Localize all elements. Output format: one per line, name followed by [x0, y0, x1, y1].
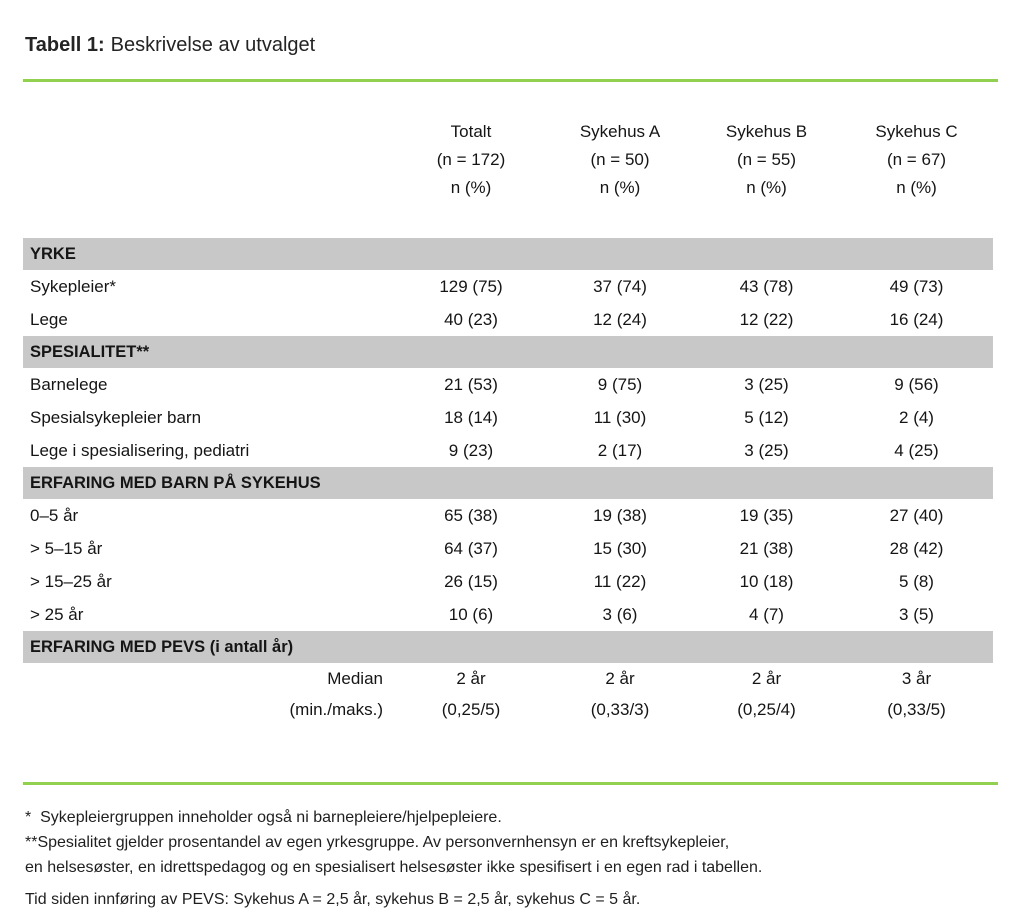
column-header-3: [840, 118, 993, 238]
table-row: [23, 598, 993, 631]
cell-value: 4 (25): [894, 440, 939, 460]
cell-value: (0,33/3): [590, 699, 650, 719]
cell-value: 2 år: [605, 668, 635, 688]
cell-value: 43 (78): [739, 276, 794, 296]
cell-value: 9 (75): [597, 374, 643, 394]
table-row: [23, 694, 993, 725]
row-label: Median: [327, 668, 383, 688]
cell-value: 21 (53): [444, 374, 498, 394]
cell-value: 129 (75): [439, 276, 503, 296]
cell-value: 26 (15): [444, 571, 498, 591]
table-row: [23, 565, 993, 598]
row-label: Spesialsykepleier barn: [30, 407, 202, 427]
table-body: [23, 238, 993, 725]
cell-value: 65 (38): [444, 505, 498, 525]
cell-value: 15 (30): [593, 538, 647, 558]
column-header-1: [547, 118, 693, 238]
column-header-title: Sykehus B: [725, 122, 808, 141]
header-row: [23, 118, 993, 238]
table-caption-number: Tabell 1:: [25, 34, 105, 56]
cell-value: (0,33/5): [887, 699, 946, 719]
row-label: Sykepleier*: [30, 276, 116, 296]
column-header-title: Sykehus A: [579, 122, 661, 141]
column-header-n: (n = 67): [886, 150, 947, 169]
section-header: YRKE: [23, 238, 993, 270]
column-header-2: [693, 118, 840, 238]
cell-value: 11 (30): [593, 407, 647, 427]
column-header-unit: n (%): [746, 178, 787, 197]
section-header: SPESIALITET**: [23, 336, 993, 368]
column-header-n: (n = 50): [590, 150, 650, 169]
cell-value: (0,25/4): [737, 699, 796, 719]
section-header-row: [23, 336, 993, 368]
cell-value: 12 (22): [739, 309, 794, 329]
column-header-n: (n = 172): [436, 150, 506, 169]
table-row: [23, 532, 993, 565]
cell-value: 9 (56): [894, 374, 939, 394]
table-row: [23, 401, 993, 434]
cell-value: 3 (25): [744, 440, 789, 460]
cell-value: 10 (6): [448, 604, 494, 624]
table-row: [23, 303, 993, 336]
bottom-divider: [23, 782, 998, 785]
cell-value: 11 (22): [593, 571, 647, 591]
section-header-row: [23, 631, 993, 663]
cell-value: 49 (73): [889, 276, 944, 296]
footnote-line: en helsesøster, en idrettspedagog og en spesialisert helsesøster ikke spesifisert i en egen rad i tabellen.: [25, 859, 763, 876]
cell-value: 40 (23): [444, 309, 498, 329]
cell-value: 64 (37): [444, 538, 498, 558]
cell-value: 9 (23): [448, 440, 494, 460]
column-header-unit: n (%): [896, 178, 937, 197]
column-header-0: [395, 118, 547, 238]
row-label: Barnelege: [30, 374, 108, 394]
footnote-line: **Spesialitet gjelder prosentandel av egen yrkesgruppe. Av personvernhensyn er en kreftsykepleier,: [25, 834, 730, 851]
header-empty-cell: [23, 118, 395, 238]
cell-value: 18 (14): [444, 407, 498, 427]
cell-value: 21 (38): [739, 538, 794, 558]
cell-value: 3 (25): [744, 374, 789, 394]
row-label: (min./maks.): [289, 699, 383, 719]
cell-value: 19 (38): [593, 505, 647, 525]
row-label: Lege: [30, 309, 68, 329]
section-header: ERFARING MED PEVS (i antall år): [23, 631, 993, 663]
table-row: [23, 270, 993, 303]
column-header-unit: n (%): [599, 178, 641, 197]
cell-value: 3 (5): [899, 604, 934, 624]
section-header-row: [23, 238, 993, 270]
cell-value: 19 (35): [739, 505, 794, 525]
column-header-title: Totalt: [450, 122, 492, 141]
row-label: 0–5 år: [30, 505, 79, 525]
cell-value: 10 (18): [739, 571, 794, 591]
cell-value: 3 år: [901, 668, 932, 688]
cell-value: 2 år: [456, 668, 486, 688]
cell-value: 5 (12): [744, 407, 789, 427]
column-header-title: Sykehus C: [875, 122, 958, 141]
cell-value: 16 (24): [889, 309, 944, 329]
footnote-line: Tid siden innføring av PEVS: Sykehus A = 2,5 år, sykehus B = 2,5 år, sykehus C = 5 år.: [25, 891, 641, 908]
cell-value: 2 år: [751, 668, 782, 688]
table-row: [23, 499, 993, 532]
cell-value: 2 (17): [597, 440, 643, 460]
cell-value: 12 (24): [593, 309, 647, 329]
section-header-row: [23, 467, 993, 499]
cell-value: 2 (4): [899, 407, 934, 427]
row-label: > 25 år: [30, 604, 84, 624]
column-header-n: (n = 55): [736, 150, 797, 169]
footnote-line: * Sykepleiergruppen inneholder også ni barnepleiere/hjelpepleiere.: [25, 809, 502, 826]
cell-value: 3 (6): [602, 604, 638, 624]
row-label: Lege i spesialisering, pediatri: [30, 440, 250, 460]
cell-value: 4 (7): [749, 604, 784, 624]
table-caption: [23, 33, 1001, 57]
column-header-unit: n (%): [450, 178, 492, 197]
footnotes: [23, 805, 1001, 912]
section-header: ERFARING MED BARN PÅ SYKEHUS: [23, 467, 993, 499]
table-row: [23, 663, 993, 694]
table-caption-text: Beskrivelse av utvalget: [110, 34, 316, 56]
table-header: [23, 118, 993, 238]
cell-value: 27 (40): [889, 505, 944, 525]
cell-value: (0,25/5): [441, 699, 501, 719]
row-label: > 5–15 år: [30, 538, 103, 558]
cell-value: 37 (74): [593, 276, 647, 296]
sample-description-table: [23, 118, 993, 725]
table-row: [23, 434, 993, 467]
top-divider: [23, 79, 998, 82]
cell-value: 5 (8): [899, 571, 934, 591]
row-label: > 15–25 år: [30, 571, 112, 591]
cell-value: 28 (42): [889, 538, 944, 558]
table-row: [23, 368, 993, 401]
